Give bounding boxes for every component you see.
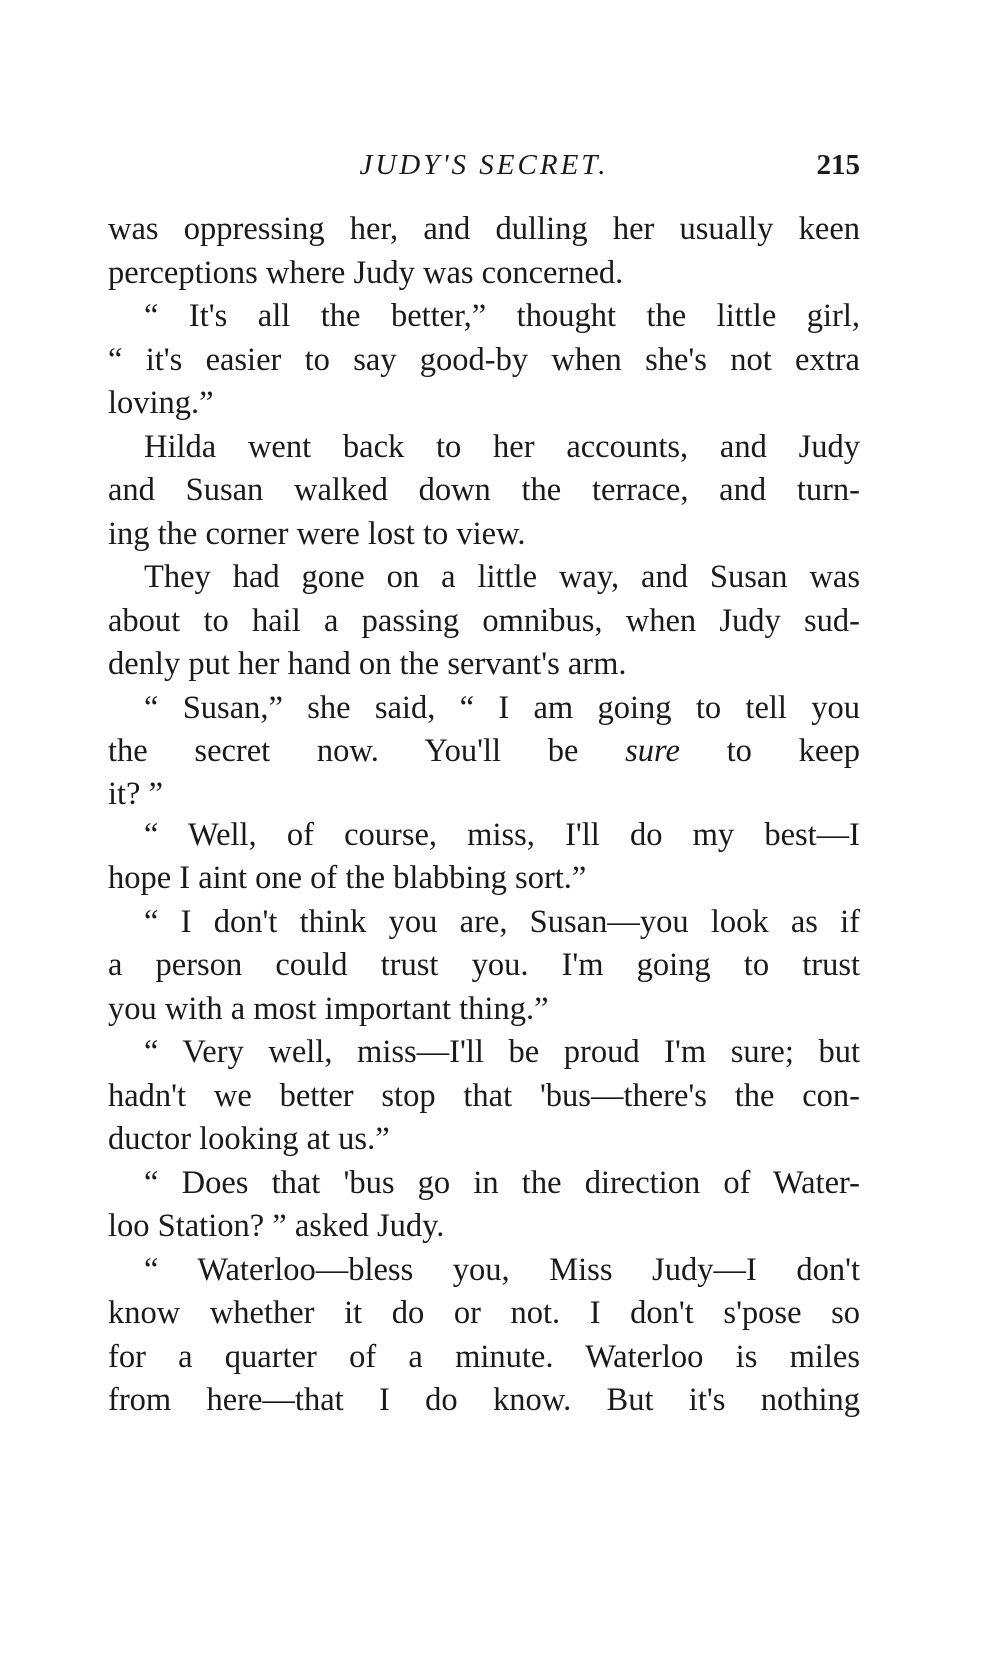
text-segment: to keep (726, 733, 860, 769)
body-text (108, 208, 860, 1423)
text-line: hope I aint one of the blabbing sort.” (108, 860, 587, 896)
text-line: “ It's all the better,” thought the little girl, (144, 298, 860, 334)
text-line: “ Well, of course, miss, I'll do my best—I (144, 816, 860, 853)
text-line: “ Waterloo—bless you, Miss Judy—I don't (144, 1251, 860, 1288)
text-line: a person could trust you. I'm going to trust (108, 947, 860, 983)
text-line: it? ” (108, 775, 164, 812)
text-line: know whether it do or not. I don't s'pose so (108, 1295, 860, 1331)
text-line: perceptions where Judy was concerned. (108, 254, 624, 291)
emphasis-sure: sure (625, 733, 680, 769)
text-line: and Susan walked down the terrace, and turn- (108, 472, 860, 508)
text-line: denly put her hand on the servant's arm. (108, 646, 627, 682)
text-line: They had gone on a little way, and Susan was (144, 559, 860, 595)
text-line (108, 730, 860, 774)
text-line: ing the corner were lost to view. (108, 515, 526, 552)
text-line: “ I don't think you are, Susan—you look as if (144, 903, 860, 940)
text-line: “ it's easier to say good-by when she's not extra (108, 341, 860, 378)
text-line: hadn't we better stop that 'bus—there's the con- (108, 1077, 860, 1114)
text-line: for a quarter of a minute. Waterloo is miles (108, 1338, 860, 1375)
text-line: from here—that I do know. But it's nothing (108, 1382, 860, 1418)
text-line: Hilda went back to her accounts, and Judy (144, 428, 860, 465)
text-segment: the secret now. You'll be (108, 733, 579, 769)
text-line: you with a most important thing.” (108, 990, 549, 1027)
text-line: ductor looking at us.” (108, 1121, 390, 1157)
running-head (108, 140, 860, 190)
running-title: JUDY'S SECRET. (359, 149, 609, 181)
page-number: 215 (816, 149, 860, 181)
text-line: loving.” (108, 385, 214, 421)
text-line: “ Does that 'bus go in the direction of Water- (144, 1164, 860, 1201)
text-line: “ Very well, miss—I'll be proud I'm sure; but (144, 1034, 860, 1070)
text-line: “ Susan,” she said, “ I am going to tell you (144, 689, 860, 726)
text-line: was oppressing her, and dulling her usually keen (108, 211, 860, 247)
text-line: about to hail a passing omnibus, when Judy sud- (108, 602, 860, 639)
text-line: loo Station? ” asked Judy. (108, 1208, 445, 1244)
